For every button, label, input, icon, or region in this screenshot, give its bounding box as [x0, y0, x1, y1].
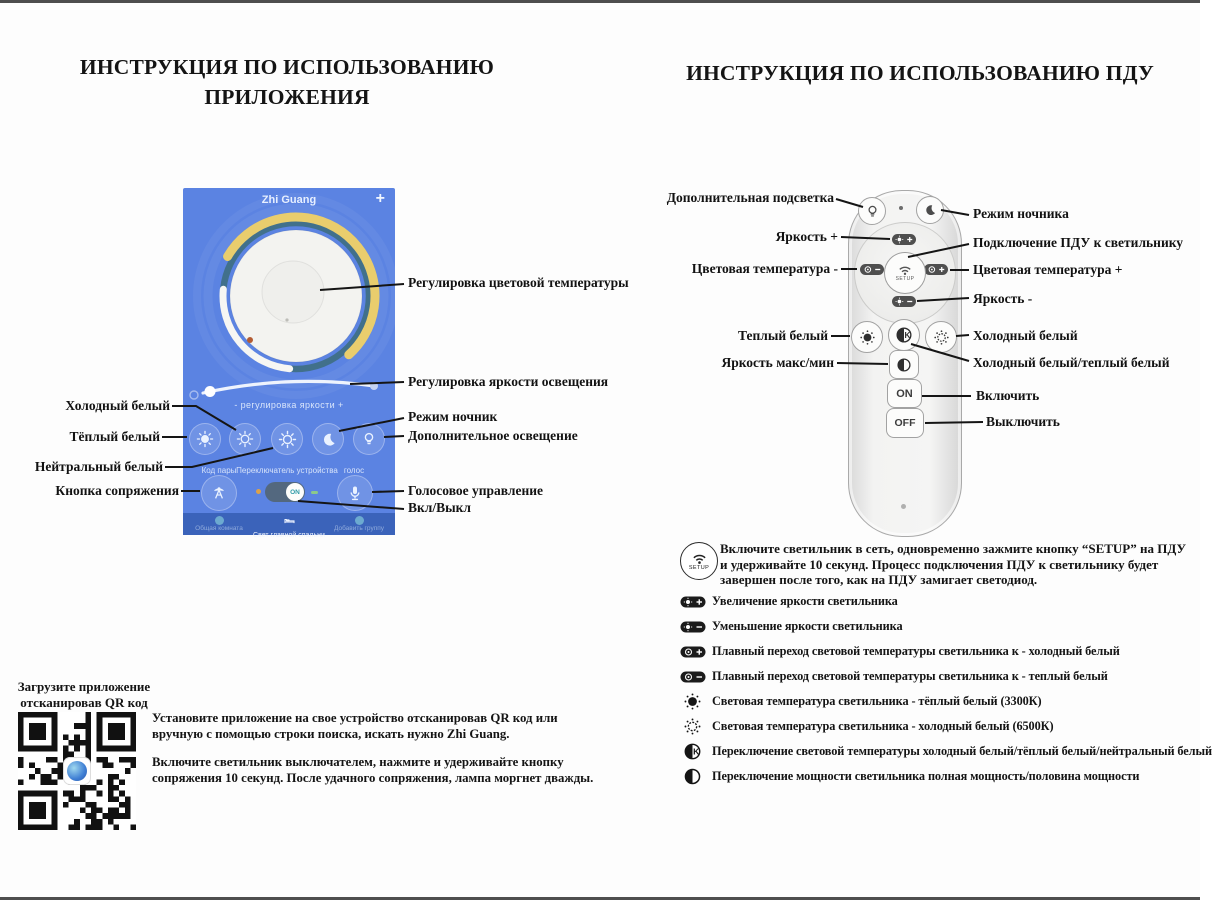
app-bottom-nav	[183, 513, 395, 539]
nav-right-label: Добавить группу	[334, 525, 384, 532]
nav-left-label: Общая комната	[195, 525, 243, 532]
callout-pair-button: Кнопка сопряжения	[55, 483, 179, 498]
warm-white-button	[851, 321, 883, 353]
legend-text: Световая температура светильника - тёплый белый (3300К)	[712, 694, 1042, 708]
wifi-icon	[691, 552, 708, 566]
callout-cold-white: Холодный белый	[65, 398, 170, 413]
legend-list	[680, 589, 1212, 789]
nav-center-label: Свет главной спальни	[253, 532, 325, 539]
qr-center-app-icon	[64, 758, 90, 784]
callout-backlight: Дополнительная подсветка	[666, 190, 834, 205]
legend-text: Плавный переход световой температуры светильника к - теплый белый	[712, 669, 1108, 683]
callout-warm-white-remote: Теплый белый	[738, 328, 828, 343]
neutral-white-icon	[271, 423, 303, 455]
color-temp-minus-button	[860, 264, 884, 275]
legend-text: Увеличение яркости светильника	[712, 594, 898, 608]
voice-button	[337, 475, 373, 511]
callout-turn-on: Включить	[976, 388, 1040, 403]
left-section-title	[57, 52, 517, 112]
cold-white-icon	[229, 423, 261, 455]
nav-item-center	[251, 513, 327, 539]
power-toggle	[265, 482, 305, 502]
callout-brightness: Регулировка яркости освещения	[408, 374, 609, 389]
brightness-minus-button	[892, 296, 916, 307]
sun-outline-icon	[680, 717, 712, 736]
half-circle-icon	[680, 767, 712, 786]
toggle-off-dot	[256, 489, 261, 494]
brightness-maxmin-button	[889, 350, 919, 379]
warm-white-icon	[189, 423, 221, 455]
cold-white-button	[925, 321, 957, 353]
callout-neutral-white: Нейтральный белый	[34, 459, 163, 474]
pill-sun-minus-icon	[680, 621, 712, 633]
legend-text: Переключение световой температуры холодный белый/тёплый белый/нейтральный белый	[712, 744, 1212, 758]
color-temperature-dial	[183, 208, 395, 388]
legend-item	[680, 589, 1200, 614]
night-mode-icon	[312, 423, 344, 455]
callout-warm-white: Тёплый белый	[69, 429, 160, 444]
callout-color-temp-minus: Цветовая температура -	[691, 261, 838, 276]
pill-k-minus-icon	[680, 671, 712, 683]
callout-night-mode: Режим ночник	[408, 409, 498, 424]
right-section-title: ИНСТРУКЦИЯ ПО ИСПОЛЬЗОВАНИЮ ПДУ	[686, 61, 1154, 85]
app-title: Zhi Guang	[261, 194, 317, 206]
callout-voice-control: Голосовое управление	[408, 483, 544, 498]
app-logo-orb	[67, 761, 87, 781]
legend-item	[680, 664, 1200, 689]
setup-legend-label: SETUP	[688, 564, 710, 571]
cold-warm-toggle-button	[888, 319, 920, 351]
callout-on-off: Вкл/Выкл	[408, 500, 472, 515]
add-device-button: +	[375, 190, 385, 207]
pill-k-plus-icon	[680, 646, 712, 658]
bed-icon	[283, 514, 296, 527]
voice-label: голос	[343, 466, 365, 475]
legend-item	[680, 639, 1200, 664]
qr-heading-line2: отсканировав QR код	[20, 695, 148, 710]
install-instruction: Установите приложение на свое устройство отсканировав QR код или вручную с помощью строки поиска, искать нужно Zhi Guang.	[152, 711, 558, 741]
pill-sun-plus-icon	[680, 596, 712, 608]
sun-filled-icon	[680, 692, 712, 711]
callout-turn-off: Выключить	[986, 414, 1060, 429]
on-button: ON	[887, 379, 922, 408]
callout-color-temp-plus: Цветовая температура +	[973, 262, 1123, 277]
pairing-instruction: Включите светильник выключателем, нажмите и удерживайте кнопку сопряжения 10 секунд. После удачного сопряжения, лампа моргнет дважды.	[152, 755, 594, 785]
callout-cold-warm-white: Холодный белый/теплый белый	[973, 355, 1170, 370]
toggle-knob: ON	[286, 483, 304, 501]
callout-brightness-maxmin: Яркость макс/мин	[721, 355, 834, 370]
callout-brightness-minus: Яркость -	[973, 291, 1033, 306]
color-temp-plus-button	[924, 264, 948, 275]
extra-light-icon	[353, 423, 385, 455]
callout-color-temp: Регулировка цветовой температуры	[408, 275, 629, 290]
legend-text: Световая температура светильника - холодный белый (6500К)	[712, 719, 1054, 733]
callout-brightness-plus: Яркость +	[775, 229, 838, 244]
nav-item-right	[329, 513, 389, 532]
setup-legend-icon	[680, 542, 718, 580]
nav-left-icon	[215, 516, 224, 525]
setup-button	[884, 252, 926, 294]
legend-text: Плавный переход световой температуры светильника к - холодный белый	[712, 644, 1120, 658]
setup-button-label: SETUP	[895, 276, 915, 282]
legend-item	[680, 714, 1200, 739]
legend-item	[680, 689, 1200, 714]
remote-speaker-dot	[901, 504, 906, 509]
qr-heading	[8, 679, 160, 711]
legend-text: Уменьшение яркости светильника	[712, 619, 903, 633]
scan-edge-top	[0, 0, 1200, 3]
legend-item	[680, 764, 1200, 789]
callout-pairing: Подключение ПДУ к светильнику	[973, 235, 1184, 250]
remote-night-mode-button	[916, 196, 944, 224]
half-k-icon	[680, 742, 712, 761]
legend-text: Переключение мощности светильника полная мощность/половина мощности	[712, 769, 1140, 783]
left-title-line1: ИНСТРУКЦИЯ ПО ИСПОЛЬЗОВАНИЮ	[79, 55, 495, 79]
callout-extra-light: Дополнительное освещение	[408, 428, 578, 443]
app-screenshot	[183, 188, 395, 539]
remote-backlight-button	[858, 197, 886, 225]
brightness-hint: - регулировка яркости +	[234, 400, 344, 410]
off-button: OFF	[886, 408, 924, 438]
brightness-plus-button	[892, 234, 916, 245]
callout-night-mode-remote: Режим ночника	[973, 206, 1069, 221]
nav-item-left	[189, 513, 249, 532]
qr-heading-line1: Загрузите приложение	[17, 679, 151, 694]
legend-item	[680, 739, 1212, 764]
nav-right-icon	[355, 516, 364, 525]
pairing-button	[201, 475, 237, 511]
setup-note-text: Включите светильник в сеть, одновременно зажмите кнопку “SETUP” на ПДУ и удерживайте 10 секунд. Процесс подключения ПДУ к светильнику будет завершен после того, как на ПДУ замигает светодиод.	[720, 541, 1186, 587]
left-title-line2: ПРИЛОЖЕНИЯ	[204, 85, 370, 109]
pair-code-label: Код пары	[201, 466, 237, 475]
remote-led-dot	[899, 206, 903, 210]
callout-cold-white-remote: Холодный белый	[973, 328, 1078, 343]
device-switch-label: Переключатель устройства	[236, 466, 338, 475]
legend-item	[680, 614, 1200, 639]
toggle-on-dash	[311, 491, 318, 494]
